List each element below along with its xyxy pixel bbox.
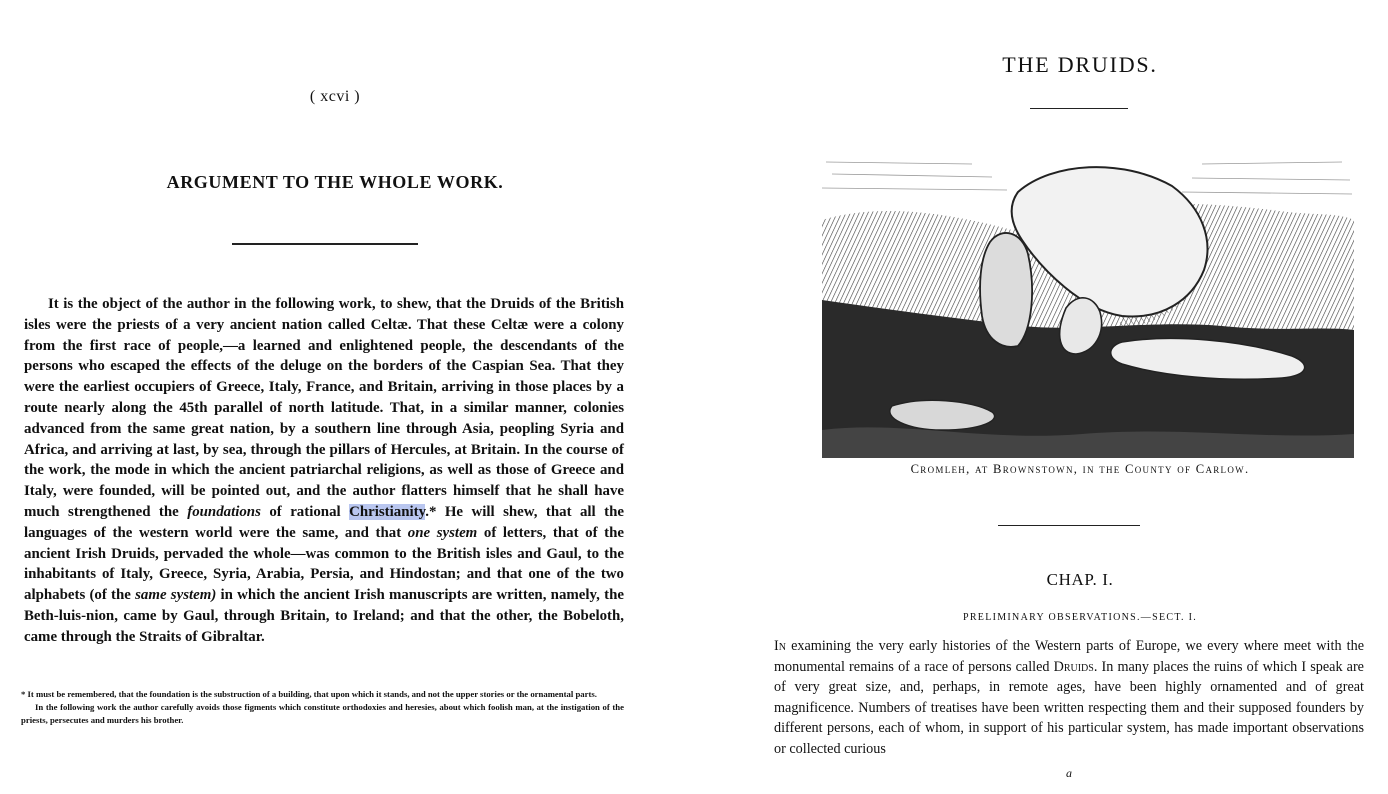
- caption-divider: [998, 525, 1140, 526]
- left-stone: [980, 233, 1032, 347]
- highlighted-word[interactable]: Christianity: [349, 503, 426, 520]
- text-segment: in which the ancient Irish manuscripts are written, namely, the Beth-luis-nion, came by Gaul, through Britain, to Ireland; and that the other, the Bobeloth, came through the Straits of Gibraltar.: [24, 587, 624, 645]
- text-segment: of rational: [269, 503, 341, 520]
- italic-text: same system): [135, 587, 217, 604]
- italic-text: foundations: [187, 503, 261, 520]
- right-page: [760, 0, 1388, 794]
- page-title: ARGUMENT TO THE WHOLE WORK.: [166, 172, 504, 192]
- text-segment: examining the very early histories of the Western parts of Europe, we every where meet with the monumental remains of a race of persons called: [774, 638, 1365, 675]
- text-segment: . In many places the ruins of which I speak are of very great size, and, perhaps, in remote ages, have been highly ornamented and of great magnificence. Numbers of treatises have been written respecting them and their supposed founders by different persons, each of whom, in support of his particular system, has made important observations or collected curious: [774, 658, 1364, 757]
- argument-paragraph: [24, 294, 624, 648]
- lead-word: In: [774, 638, 786, 654]
- section-heading: PRELIMINARY OBSERVATIONS.—SECT. I.: [962, 612, 1198, 623]
- footnote: In the following work the author carefully avoids those figments which constitute orthodoxies and heresies, about which foolish man, at the instigation of the priests, persecutes and murders his brother.: [21, 702, 624, 725]
- text-segment: .* He will shew, that all the languages of the western world were the same, and that: [24, 503, 624, 541]
- italic-text: one system: [407, 524, 478, 541]
- cromleh-engraving: [822, 150, 1354, 458]
- book-title: THE DRUIDS.: [1002, 52, 1158, 77]
- left-page: [0, 0, 650, 794]
- text-segment: It is the object of the author in the following work, to shew, that the Druids of the British isles were the priests of a very ancient nation called Celtæ. That these Celtæ were a colony from the first race of people,—a learned and enlightened people, the descendants of the persons who escaped the effects of the deluge on the borders of the Caspian Sea. That they were the earliest occupiers of Greece, Italy, France, and Britain, arriving in those places by a route nearly along the 45th parallel of north latitude. That, in a similar manner, colonies advanced from the same great nation, by a southern line through Asia, peopling Syria and Africa, and arriving at last, by sea, through the pillars of Hercules, at Britain. In the course of the work, the mode in which the ancient patriarchal religions, as well as those of Greece and Italy, were founded, will be pointed out, and the author flatters himself that he shall have much strengthened the: [24, 296, 624, 520]
- small-caps-word: Druids: [1053, 658, 1094, 675]
- title-divider: [232, 243, 418, 245]
- signature-mark: a: [1066, 766, 1072, 780]
- footnotes: [21, 688, 624, 727]
- illustration-caption: Cromleh, at Brownstown, in the County of Carlow.: [910, 462, 1250, 476]
- page-number: ( xcvi ): [309, 88, 361, 105]
- chapter-heading: CHAP. I.: [1046, 570, 1114, 589]
- chapter-paragraph: [774, 636, 1364, 760]
- text-segment: of letters, that of the ancient Irish Druids, pervaded the whole—was common to the British isles and Gaul, to the inhabitants of Italy, Greece, Syria, Arabia, Persia, and Hindostan; and that one of the two alphabets (of the: [24, 524, 624, 604]
- title-divider: [1030, 108, 1128, 109]
- footnote: * It must be remembered, that the foundation is the substruction of a building, that upon which it stands, and not the upper stories or the ornamental parts.: [21, 689, 597, 699]
